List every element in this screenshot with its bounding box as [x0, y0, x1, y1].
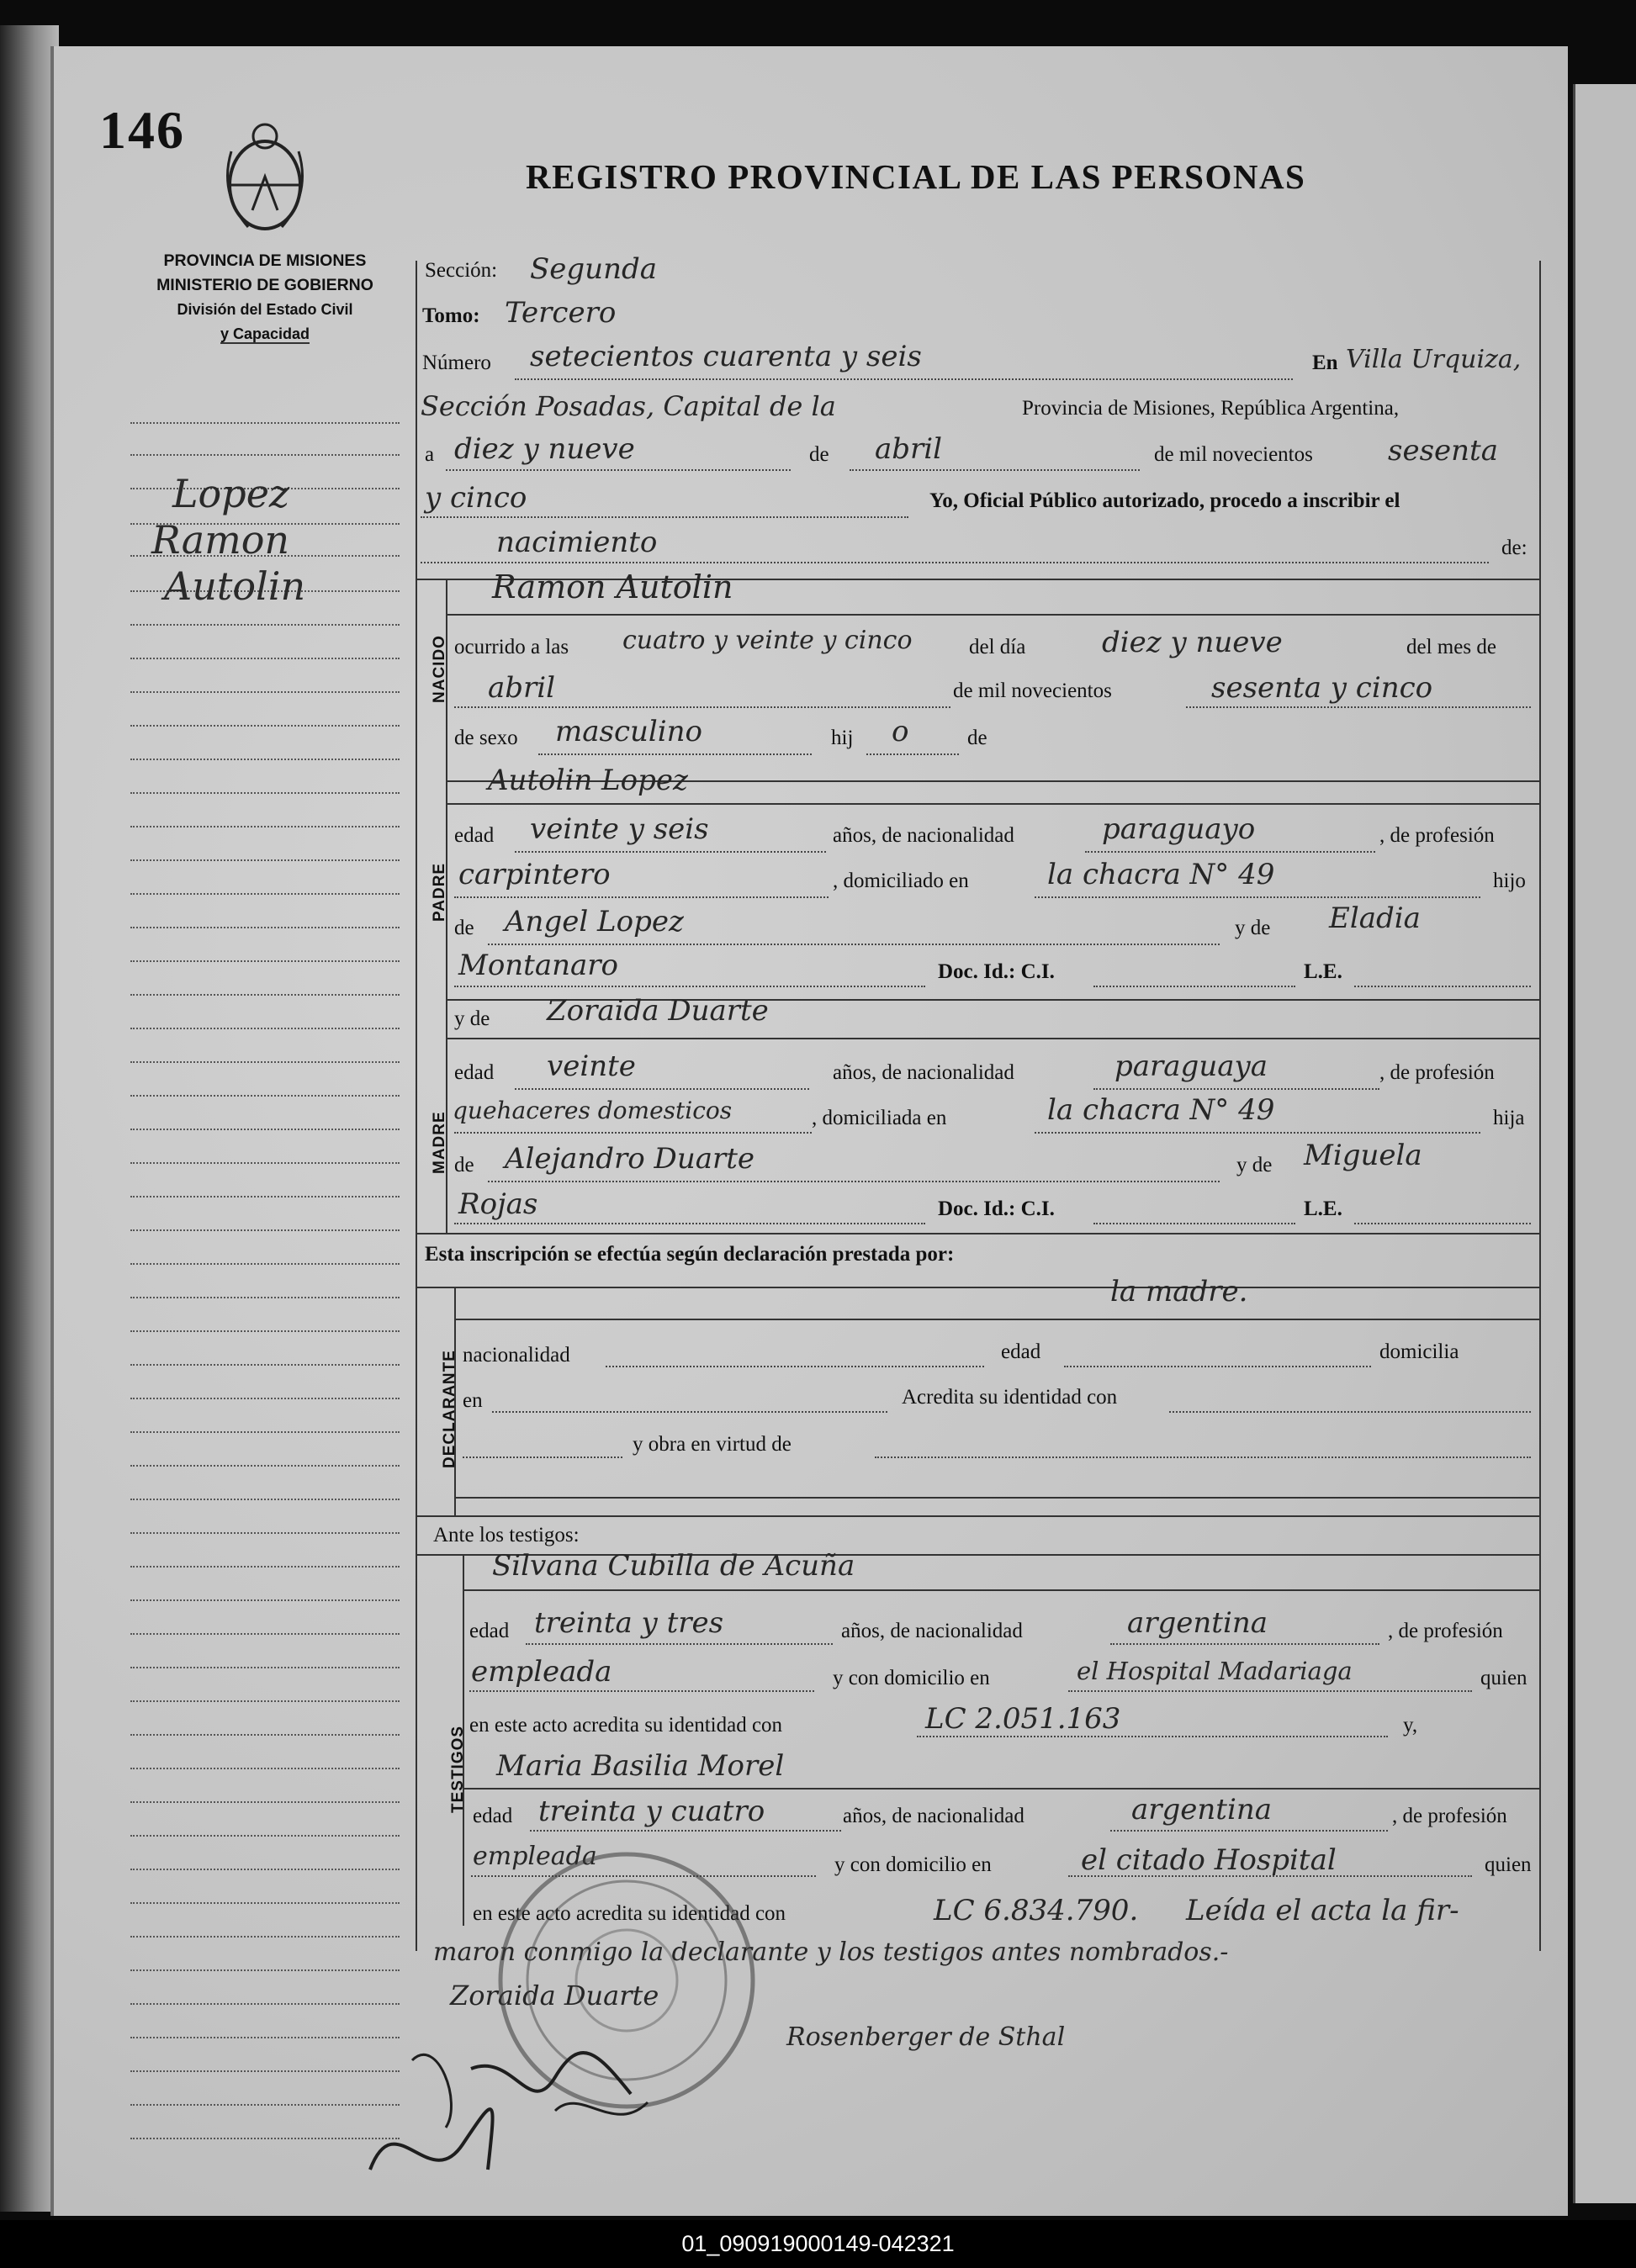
value-padre-nac: paraguayo [1102, 812, 1256, 846]
value-t2-nac: argentina [1131, 1793, 1273, 1827]
side-label-nacido: NACIDO [431, 635, 448, 703]
value-madre-prof: quehaceres domesticos [453, 1097, 733, 1124]
office-block [126, 249, 404, 346]
value-padre-prof: carpintero [458, 858, 611, 891]
label-doc-padre: Doc. Id.: C.I. [938, 960, 1055, 983]
label-a: a [425, 443, 435, 466]
label-del-mes: del mes de [1406, 636, 1496, 658]
label-hij: hij [831, 727, 854, 749]
label-hija: hija [1493, 1107, 1525, 1129]
value-t1-edad: treinta y tres [534, 1606, 724, 1640]
value-madre-nac: paraguaya [1114, 1049, 1268, 1083]
label-obra: y obra en virtud de [633, 1433, 792, 1456]
side-label-declarante: DECLARANTE [441, 1350, 458, 1468]
label-de-madre: de [454, 1154, 474, 1176]
value-en: Villa Urquiza, [1346, 345, 1522, 374]
value-dia-nac: diez y nueve [1102, 626, 1283, 659]
label-y-de-madre-2: y de [1236, 1154, 1273, 1176]
label-le-padre: L.E. [1304, 960, 1342, 983]
label-anos-padre: años, de nacionalidad [833, 824, 1014, 847]
office-line-4: y Capacidad [220, 325, 310, 342]
label-seccion: Sección: [425, 259, 498, 282]
coat-of-arms-icon [214, 118, 315, 235]
value-firma-2: Rosenberger de Sthal [786, 2022, 1066, 2052]
margin-name2: Autolin [164, 563, 306, 609]
form-right-border [1539, 261, 1541, 1951]
value-padre-y-de: Eladia [1329, 901, 1421, 935]
label-y-t1: y, [1403, 1714, 1418, 1737]
value-t1-nac: argentina [1127, 1606, 1268, 1640]
form-left-border [416, 261, 417, 1951]
value-tomo: Tercero [505, 296, 617, 330]
label-y-de-padre: y de [1235, 917, 1271, 939]
label-de-mil-2: de mil novecientos [953, 679, 1112, 702]
office-line-2: MINISTERIO DE GOBIERNO [156, 276, 373, 294]
label-ocurrido: ocurrido a las [454, 636, 569, 658]
label-de-padre: de [454, 917, 474, 939]
value-anio-nac: sesenta y cinco [1211, 671, 1433, 705]
value-cierre-1: Leída el acta la fir- [1186, 1894, 1459, 1927]
label-edad-padre: edad [454, 824, 495, 847]
page-number: 146 [99, 100, 185, 160]
label-edad-madre: edad [454, 1061, 495, 1084]
facing-page-edge [1573, 84, 1636, 2203]
value-t2-prof: empleada [473, 1842, 597, 1871]
value-testigo2: Maria Basilia Morel [496, 1749, 785, 1783]
value-t2-doc: LC 6.834.790. [934, 1894, 1139, 1927]
label-sexo: de sexo [454, 727, 518, 749]
label-y-de-madre: y de [454, 1007, 490, 1030]
value-padre-de: Angel Lopez [505, 905, 684, 938]
value-firma-1: Zoraida Duarte [450, 1980, 659, 2012]
value-padre-dom: la chacra N° 49 [1047, 858, 1275, 891]
label-ante: Ante los testigos: [433, 1524, 580, 1546]
label-inscripcion: Esta inscripción se efectúa según declaración prestada por: [425, 1243, 955, 1266]
value-acto: nacimiento [496, 526, 658, 559]
side-label-padre: PADRE [431, 862, 448, 922]
office-line-1: PROVINCIA DE MISIONES [163, 251, 367, 270]
label-yo: Yo, Oficial Público autorizado, procedo a inscribir el [929, 489, 1400, 512]
margin-name: Ramon [151, 517, 290, 563]
label-numero: Número [422, 352, 491, 374]
label-quien-t2: quien [1485, 1853, 1532, 1876]
label-doc-madre: Doc. Id.: C.I. [938, 1197, 1055, 1220]
value-dia: diez y nueve [454, 432, 635, 466]
label-edad-t1: edad [469, 1620, 510, 1642]
footer-id: 01_090919000149-042321 [0, 2220, 1636, 2268]
label-domicilia: domicilia [1379, 1340, 1459, 1363]
value-padre-nombre: Autolin Lopez [488, 764, 688, 797]
value-cierre-2: maron conmigo la declarante y los testigos antes nombrados.- [433, 1938, 1229, 1967]
value-numero: setecientos cuarenta y seis [530, 340, 922, 373]
label-de-mil: de mil novecientos [1154, 443, 1313, 466]
label-anos-madre: años, de nacionalidad [833, 1061, 1014, 1084]
label-dom-t1: y con domicilio en [833, 1667, 990, 1689]
side-label-madre: MADRE [431, 1111, 448, 1174]
label-del-dia: del día [969, 636, 1026, 658]
signature-icon [362, 2001, 816, 2203]
value-madre-nombre: Zoraida Duarte [547, 994, 769, 1028]
value-hij: o [892, 715, 909, 748]
value-madre-y-de: Miguela [1304, 1139, 1422, 1172]
label-hijo: hijo [1493, 870, 1526, 892]
label-de-hij: de [967, 727, 987, 749]
value-anio2: y cinco [425, 481, 527, 515]
value-padre-madre: Montanaro [458, 949, 619, 982]
label-provincia: Provincia de Misiones, República Argentina, [1022, 397, 1400, 420]
value-hora: cuatro y veinte y cinco [622, 626, 913, 655]
label-nacionalidad-d: nacionalidad [463, 1344, 570, 1367]
value-testigo1: Silvana Cubilla de Acuña [492, 1549, 855, 1583]
side-label-testigos: TESTIGOS [449, 1725, 467, 1813]
label-prof-madre: , de profesión [1379, 1061, 1495, 1084]
value-seccion: Segunda [530, 252, 658, 286]
margin-surname: Lopez [172, 471, 290, 516]
label-dom-madre: , domiciliada en [812, 1107, 947, 1129]
value-sexo: masculino [555, 715, 703, 748]
value-lugar: Sección Posadas, Capital de la [421, 390, 836, 422]
value-t2-dom: el citado Hospital [1081, 1843, 1337, 1877]
label-prof-t2: , de profesión [1392, 1805, 1507, 1827]
value-mes: abril [875, 432, 943, 466]
value-nombre: Ramon Autolin [492, 568, 733, 605]
value-mes-nac: abril [488, 671, 556, 705]
value-t1-prof: empleada [471, 1655, 612, 1689]
value-t2-edad: treinta y cuatro [538, 1795, 765, 1828]
value-madre-de: Alejandro Duarte [505, 1142, 755, 1176]
label-edad-d: edad [1001, 1340, 1041, 1363]
value-declarante: la madre. [1110, 1275, 1248, 1308]
label-anos-t1: años, de nacionalidad [841, 1620, 1023, 1642]
value-t1-doc: LC 2.051.163 [925, 1702, 1121, 1736]
value-madre-dom: la chacra N° 49 [1047, 1093, 1275, 1127]
value-madre-edad: veinte [547, 1049, 636, 1083]
value-t1-dom: el Hospital Madariaga [1077, 1657, 1353, 1685]
label-dom-padre: , domiciliado en [833, 870, 969, 892]
office-line-3: División del Estado Civil [177, 301, 353, 318]
label-quien-t1: quien [1480, 1667, 1527, 1689]
label-anos-t2: años, de nacionalidad [843, 1805, 1024, 1827]
label-en-d: en [463, 1389, 483, 1412]
value-anio: sesenta [1388, 434, 1498, 468]
value-madre-madre: Rojas [458, 1187, 538, 1221]
label-prof-t1: , de profesión [1388, 1620, 1503, 1642]
label-acto-t2: en este acto acredita su identidad con [473, 1902, 786, 1925]
label-de: de [809, 443, 829, 466]
value-padre-edad: veinte y seis [530, 812, 709, 846]
label-de-colon: de: [1501, 537, 1527, 559]
label-en: En [1312, 352, 1338, 374]
label-tomo: Tomo: [422, 304, 480, 327]
label-acto-t1: en este acto acredita su identidad con [469, 1714, 783, 1737]
label-le-madre: L.E. [1304, 1197, 1342, 1220]
label-acredita: Acredita su identidad con [902, 1386, 1118, 1409]
label-dom-t2: y con domicilio en [834, 1853, 992, 1876]
label-prof-padre: , de profesión [1379, 824, 1495, 847]
label-edad-t2: edad [473, 1805, 513, 1827]
header-title: REGISTRO PROVINCIAL DE LAS PERSONAS [526, 157, 1306, 196]
